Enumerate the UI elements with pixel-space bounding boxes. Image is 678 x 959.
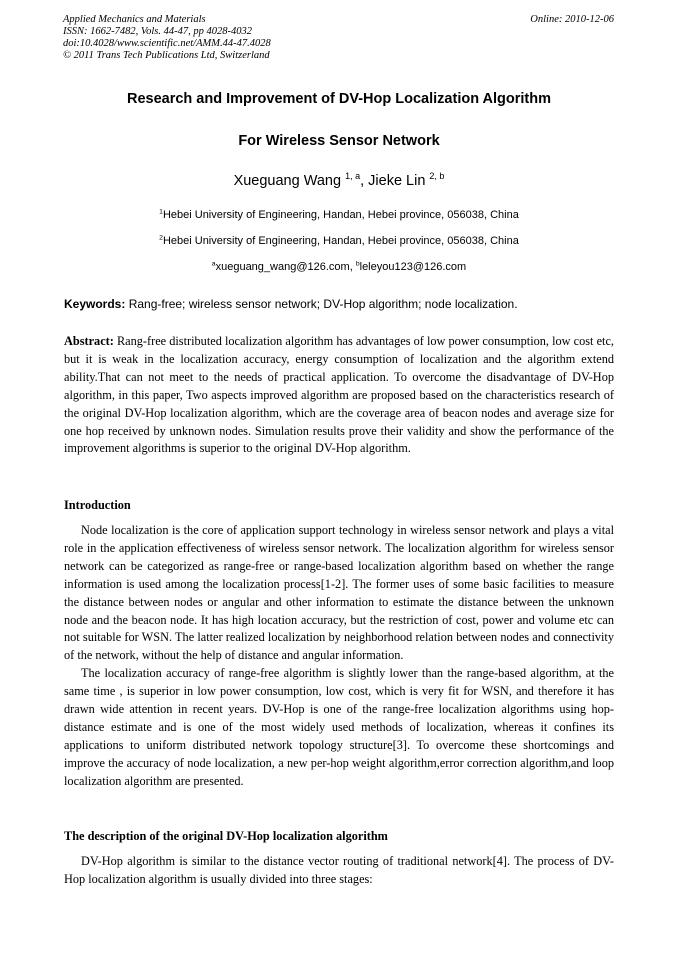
introduction-body <box>64 522 614 791</box>
author-1-affiliation: 1, a <box>345 171 361 182</box>
abstract <box>64 333 614 458</box>
paper-title-line-1: Research and Improvement of DV-Hop Localization Algorithm <box>126 91 552 107</box>
keywords-label: Keywords: <box>64 297 126 311</box>
issn-line: ISSN: 1662-7482, Vols. 44-47, pp 4028-4032 <box>63 26 252 37</box>
affiliation-1-mark: 1 <box>159 208 163 216</box>
section-heading-introduction: Introduction <box>64 498 131 512</box>
intro-paragraph-1: Node localization is the core of application support technology in wireless sensor network and plays a vital role in the application effectiveness of wireless sensor network. The localization algorithm for wireless sensor network can be categorized as range-free or range-based localization algorithm based on whether the range information is used among the localization process[1-2]. The former uses of some basic facilities to measure the distance between nodes or angular and other information to estimate the distance between the unknown node and the beacon node. It has high location accuracy, but the restriction of cost, power and volume etc can not suitable for WSN. The latter realized localization by neighborhood relation between nodes and connectivity of the network, without the help of distance and angular information. <box>64 523 614 663</box>
author-2-affiliation: 2, b <box>429 171 445 182</box>
email-b-mark: b <box>355 260 360 268</box>
abstract-text: Rang-free distributed localization algorithm has advantages of low power consumption, low cost etc, but it is weak in the localization accuracy, energy consumption of localization and the algorithm extend ability.That can not meet to the needs of practical application. To overcome the disadvantage of DV-Hop algorithm, in this paper, Two aspects improved algorithm are proposed based on the characteristics research of the original DV-Hop localization algorithm, which are the coverage area of beacon nodes and average size for one hop received by unknown nodes. Simulation results prove their validity and show the performance of the improvement algorithms is superior to the original DV-Hop algorithm. <box>64 334 614 456</box>
email-a-mark: a <box>211 260 216 268</box>
email-separator: , <box>349 261 356 273</box>
dvhop-paragraph-1: DV-Hop algorithm is similar to the distance vector routing of traditional network[4]. The process of DV-Hop localization algorithm is usually divided into three stages: <box>64 854 614 886</box>
online-date: Online: 2010-12-06 <box>530 14 614 25</box>
keywords <box>64 297 518 311</box>
email-b[interactable]: leleyou123@126.com <box>359 261 467 273</box>
author-list <box>0 173 678 189</box>
affiliation-1-text: Hebei University of Engineering, Handan, Hebei province, 056038, China <box>162 209 519 221</box>
affiliation-1 <box>0 209 678 221</box>
abstract-label: Abstract: <box>64 334 114 348</box>
affiliation-2-text: Hebei University of Engineering, Handan, Hebei province, 056038, China <box>162 235 519 247</box>
section-heading-dvhop-description: The description of the original DV-Hop localization algorithm <box>64 829 388 843</box>
copyright-line: © 2011 Trans Tech Publications Ltd, Switzerland <box>63 50 270 61</box>
journal-name: Applied Mechanics and Materials <box>63 14 206 25</box>
paper-title-line-2: For Wireless Sensor Network <box>238 133 440 149</box>
author-separator: , <box>360 173 369 189</box>
doi-line: doi:10.4028/www.scientific.net/AMM.44-47.4028 <box>63 38 271 49</box>
author-1-name: Xueguang Wang <box>233 173 342 189</box>
author-2-name: Jieke Lin <box>368 173 426 189</box>
affiliation-2-mark: 2 <box>159 234 163 242</box>
keywords-text: Rang-free; wireless sensor network; DV-Hop algorithm; node localization. <box>125 297 518 311</box>
intro-paragraph-2: The localization accuracy of range-free algorithm is slightly lower than the range-based algorithm, at the same time , is superior in low power consumption, low cost, which is very fit for WSN, and therefore it has drawn wide attention in recent years. DV-Hop is one of the range-free localization algorithms using hop-distance estimate and is one of the most widely used methods of localization, whereas it confines its applications to uniform distributed network topology structure[3]. To overcome these shortcomings and improve the accuracy of node localization, a new per-hop weight algorithm,error correction algorithm,and loop localization algorithm are presented. <box>64 666 614 788</box>
email-a[interactable]: xueguang_wang@126.com <box>215 261 350 273</box>
affiliation-2 <box>0 235 678 247</box>
dvhop-description-body <box>64 853 614 889</box>
author-emails <box>0 261 678 273</box>
journal-header <box>63 14 271 62</box>
